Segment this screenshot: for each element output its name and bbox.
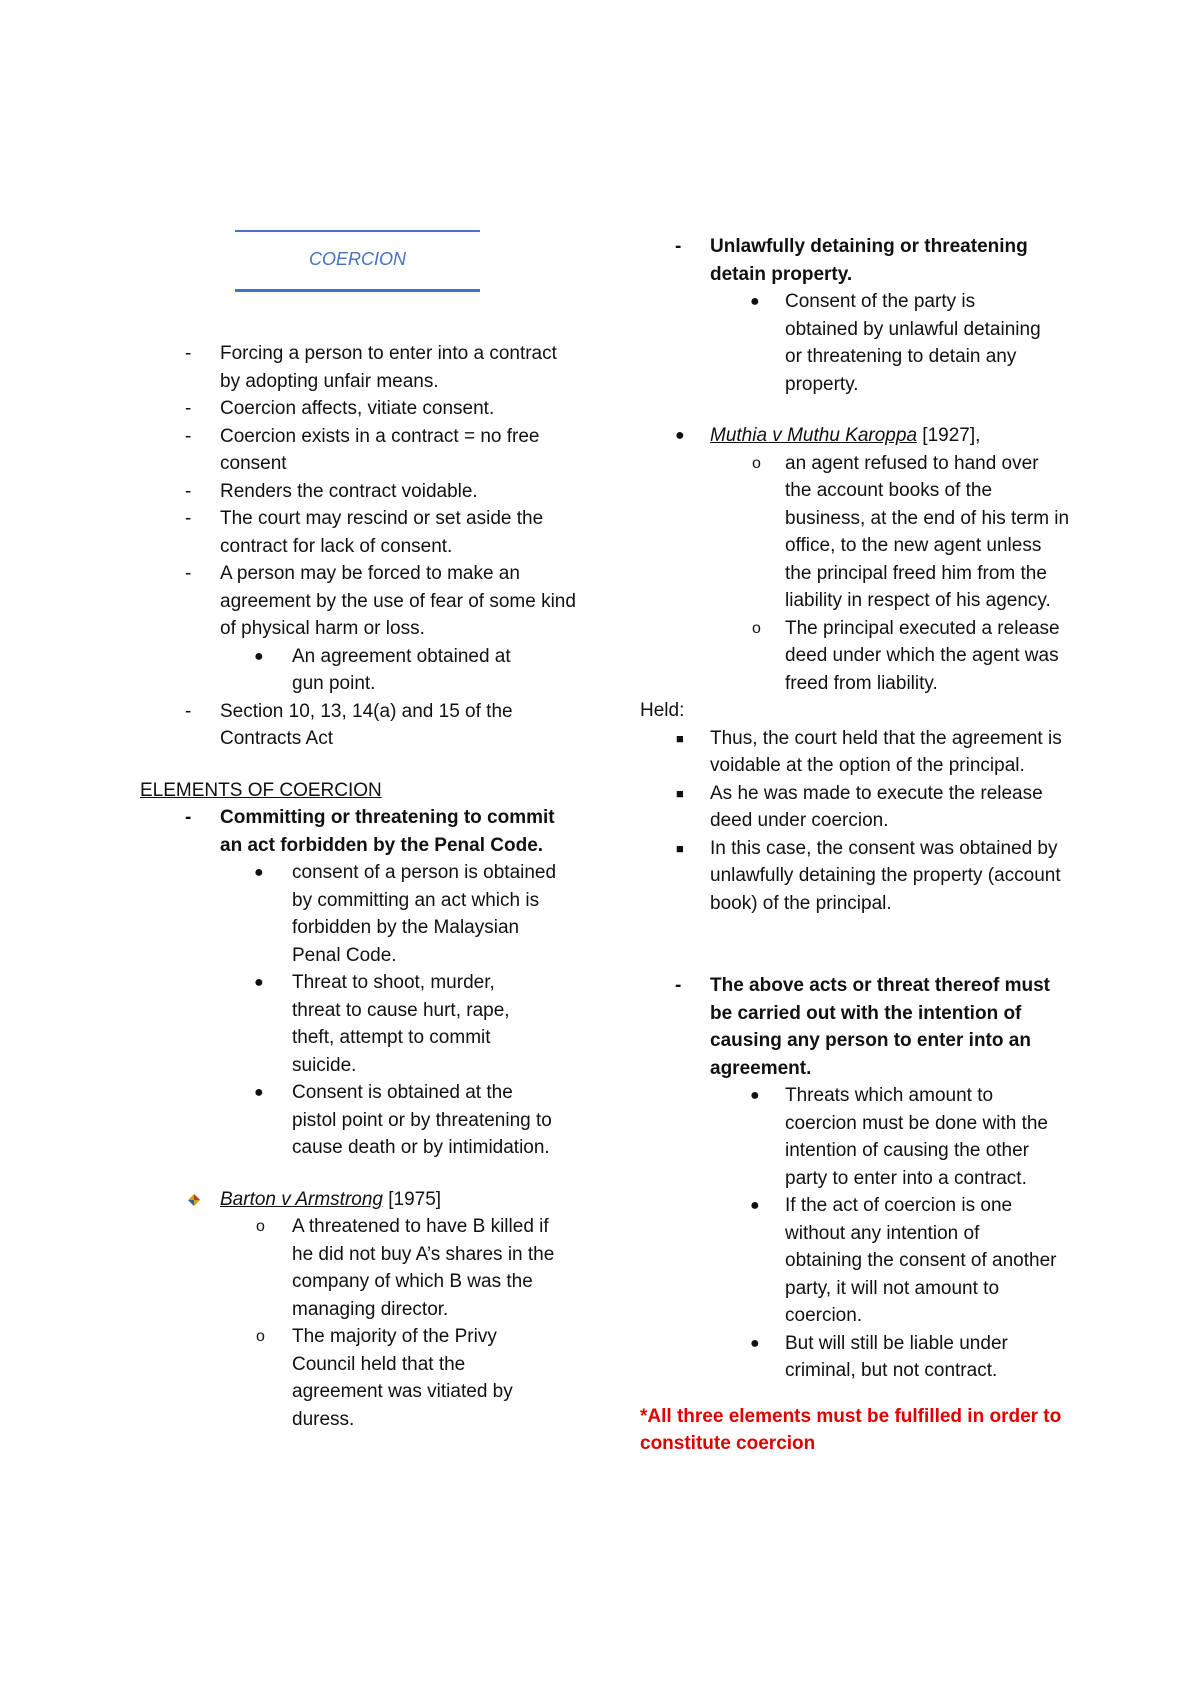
intro-text: Coercion exists in a contract = no free consent xyxy=(220,425,540,474)
bullet-text: Consent of the party is obtained by unlawful detaining or threatening to detain any property. xyxy=(785,291,1041,395)
page-title: COERCION xyxy=(308,249,406,269)
list-item xyxy=(140,478,580,506)
bullet-marker: ● xyxy=(750,1087,760,1104)
bullet-marker: ● xyxy=(675,427,685,444)
bullet-text: If the act of coercion is one without any intention of obtaining the consent of another party, it will not amount to coercion. xyxy=(785,1195,1057,1326)
bullet-text: consent of a person is obtained by committing an act which is forbidden by the Malaysian Penal Code. xyxy=(292,862,557,966)
dash-marker: - xyxy=(185,563,192,584)
list-item xyxy=(140,969,580,1079)
list-item xyxy=(140,505,580,560)
bullet-marker: ● xyxy=(750,293,760,310)
list-item xyxy=(140,698,580,753)
list-item xyxy=(140,560,580,643)
intro-text: Forcing a person to enter into a contract by adopting unfair means. xyxy=(220,343,557,392)
dash-marker: - xyxy=(675,236,682,257)
bullet-text: Consent is obtained at the pistol point or by threatening to cause death or by intimidation. xyxy=(292,1082,552,1158)
bullet-marker: ● xyxy=(254,974,264,991)
title-rule-bottom xyxy=(235,289,480,292)
case-name-muthia: Muthia v Muthu Karoppa xyxy=(710,425,918,446)
case-name-barton: Barton v Armstrong xyxy=(220,1188,383,1210)
dash-marker: - xyxy=(185,480,192,502)
intro-text: The court may rescind or set aside the contract for lack of consent. xyxy=(220,508,544,557)
list-item xyxy=(640,972,1070,1082)
case-point: A threatened to have B killed if he did not buy A’s shares in the company of which B was the managing director. xyxy=(292,1216,555,1320)
case-point: an agent refused to hand over the account books of the business, at the end of his term in office, to the new agent unless the principal freed him from the liability in respect of his agency. xyxy=(785,452,1070,611)
list-item xyxy=(140,340,580,395)
list-item xyxy=(140,1079,580,1162)
list-item xyxy=(140,859,580,969)
right-column xyxy=(640,233,1070,1458)
intro-text: Coercion affects, vitiate consent. xyxy=(220,398,495,419)
diamond-bullet-icon xyxy=(188,1194,200,1206)
bullet-text: But will still be liable under criminal, but not contract. xyxy=(785,1332,1008,1381)
dash-marker: - xyxy=(185,700,192,722)
element-3-text: The above acts or threat thereof must be carried out with the intention of causing any person to enter into an agreement. xyxy=(710,975,1050,1079)
list-item xyxy=(140,395,580,423)
circle-marker: o xyxy=(256,1218,265,1235)
element-1-text: Committing or threatening to commit an act forbidden by the Penal Code. xyxy=(220,807,555,856)
held-label: Held: xyxy=(640,700,685,721)
bullet-marker: ● xyxy=(254,647,264,665)
held-point: Thus, the court held that the agreement is voidable at the option of the principal. xyxy=(710,727,1062,776)
dash-marker: - xyxy=(185,425,192,447)
held-point: As he was made to execute the release deed under coercion. xyxy=(710,782,1043,831)
list-item xyxy=(640,1082,1070,1192)
list-item xyxy=(140,643,580,698)
dash-marker: - xyxy=(675,975,682,996)
square-marker: ■ xyxy=(676,840,684,856)
case-point: The majority of the Privy Council held that the agreement was vitiated by duress. xyxy=(292,1326,513,1430)
list-item xyxy=(640,1330,1070,1385)
case-header xyxy=(140,1186,580,1214)
case-point: The principal executed a release deed under which the agent was freed from liability. xyxy=(785,617,1060,694)
summary-note: *All three elements must be fulfilled in order to constitute coercion xyxy=(640,1405,1062,1454)
circle-marker: o xyxy=(256,1328,265,1345)
list-item xyxy=(640,615,1070,698)
section-reference: Section 10, 13, 14(a) and 15 of the Contracts Act xyxy=(220,700,513,749)
list-item xyxy=(140,423,580,478)
list-item xyxy=(640,835,1070,918)
title-block xyxy=(235,230,480,292)
list-item xyxy=(140,1323,580,1433)
square-marker: ■ xyxy=(676,730,684,746)
held-point: In this case, the consent was obtained by unlawfully detaining the property (account book) of the principal. xyxy=(710,837,1061,914)
bullet-text: Threats which amount to coercion must be done with the intention of causing the other party to enter into a contract. xyxy=(785,1085,1048,1189)
list-item xyxy=(140,1213,580,1323)
case-year: [1975] xyxy=(382,1188,442,1210)
list-item xyxy=(640,1192,1070,1330)
square-marker: ■ xyxy=(676,785,684,801)
intro-text: Renders the contract voidable. xyxy=(220,480,478,502)
intro-text: A person may be forced to make an agreement by the use of fear of some kind of physical harm or loss. xyxy=(220,563,576,639)
elements-heading: ELEMENTS OF COERCION xyxy=(140,779,382,801)
bullet-marker: ● xyxy=(254,1084,264,1101)
dash-marker: - xyxy=(185,343,192,364)
circle-marker: o xyxy=(752,619,761,637)
element-2-text: Unlawfully detaining or threatening detain property. xyxy=(710,236,1028,285)
bullet-marker: ● xyxy=(750,1197,760,1214)
list-item xyxy=(640,725,1070,780)
list-item xyxy=(640,780,1070,835)
list-item xyxy=(640,288,1070,398)
bullet-text: An agreement obtained at gun point. xyxy=(292,645,511,694)
dash-marker: - xyxy=(185,508,192,529)
left-column xyxy=(140,340,580,1433)
circle-marker: o xyxy=(752,454,761,472)
bullet-marker: ● xyxy=(254,864,264,881)
dash-marker: - xyxy=(185,398,192,419)
case-year: [1927], xyxy=(917,425,981,446)
bullet-text: Threat to shoot, murder, threat to cause hurt, rape, theft, attempt to commit suicide. xyxy=(292,972,510,1076)
bullet-marker: ● xyxy=(750,1334,760,1352)
dash-marker: - xyxy=(185,807,192,828)
list-item xyxy=(640,233,1070,288)
list-item xyxy=(140,804,580,859)
case-header xyxy=(640,422,1070,450)
list-item xyxy=(640,450,1070,615)
